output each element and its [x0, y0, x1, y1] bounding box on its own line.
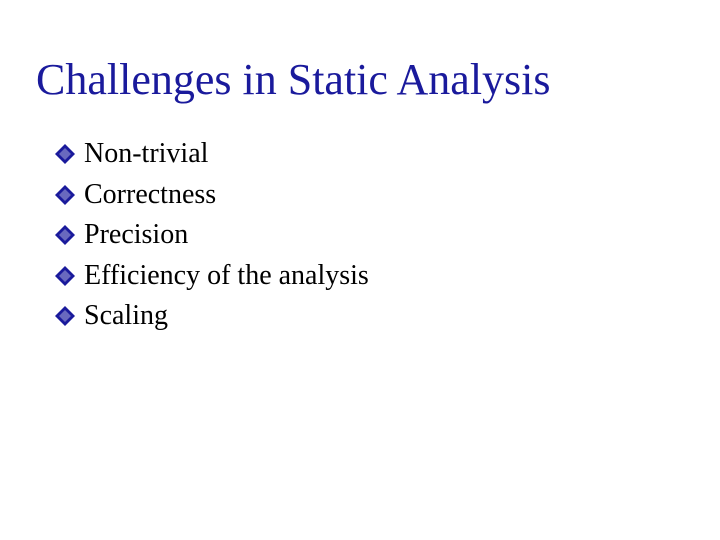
diamond-bullet-icon	[54, 265, 76, 287]
diamond-bullet-icon	[54, 224, 76, 246]
bullet-item	[54, 134, 369, 175]
bullet-item	[54, 215, 369, 256]
diamond-bullet-icon	[54, 305, 76, 327]
bullet-text: Correctness	[84, 178, 217, 210]
bullet-text: Efficiency of the analysis	[84, 259, 369, 291]
bullet-text: Precision	[84, 219, 189, 251]
bullet-text: Scaling	[84, 300, 168, 332]
bullet-item	[54, 175, 369, 216]
bullet-text: Non-trivial	[84, 138, 209, 170]
bullet-item	[54, 296, 369, 337]
bullet-item	[54, 256, 369, 297]
diamond-bullet-icon	[54, 184, 76, 206]
diamond-bullet-icon	[54, 143, 76, 165]
slide-title: Challenges in Static Analysis	[36, 55, 551, 104]
bullet-list	[54, 134, 369, 337]
